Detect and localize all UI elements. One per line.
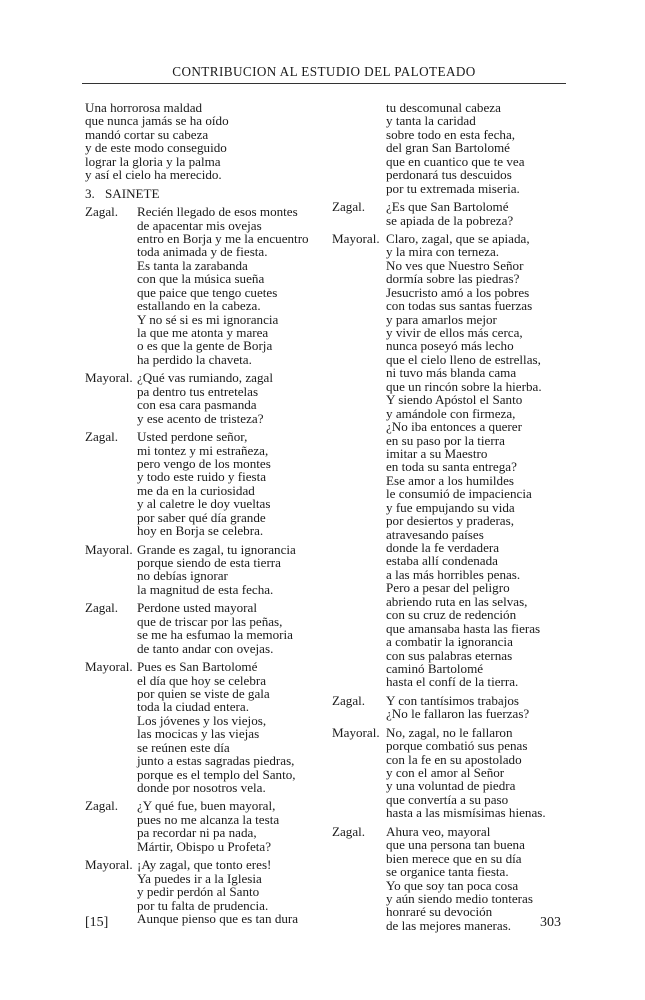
verse-line: y con el amor al Señor [386,765,505,780]
verse-line: donde por nosotros vela. [137,780,266,795]
verse-line: que nunca jamás se ha oído [85,113,229,129]
verse-line: que convertía a su paso [386,791,509,807]
verse-line: sobre todo en esta fecha, [386,126,516,142]
speech-block [85,205,330,366]
verse-line: ¿Y qué fue, buen mayoral, [137,798,276,814]
verse-line: dormía sobre las piedras? [386,271,520,287]
verse-line: Una horrorosa maldad [85,100,203,115]
verse-line: No ves que Nuestro Señor [386,257,524,273]
verse-line: bien merece que en su día [386,850,522,866]
verse-line: por tu extremada miseria. [386,180,520,196]
verse-line: no debías ignorar [137,568,228,584]
verse-line: honraré su devoción [386,904,493,920]
speech-block [332,694,582,721]
verse-line: por quien se viste de gala [137,685,270,701]
verse-line: mandó cortar su cabeza [85,126,209,142]
speaker-label: Mayoral. [85,370,133,386]
verse-line: me da en la curiosidad [137,482,255,498]
left-column [85,101,330,925]
speech-verses [137,543,330,597]
verse-line: a combatir la ignorancia [386,634,513,650]
verse-line: y vivir de ellos más cerca, [386,325,523,340]
verse-line: nunca poseyó más lecho [386,338,514,354]
verse-line: y fue empujando su vida [386,499,515,515]
speech-verses [137,371,330,425]
speech-block [85,430,330,538]
verse-line: y así el cielo ha merecido. [85,167,222,183]
verse-line: Perdone usted mayoral [137,600,257,616]
verse-line: entro en Borja y me la encuentro [137,230,309,246]
verse-line: que el cielo lleno de estrellas, [386,351,541,367]
verse-line: por saber qué día grande [137,509,266,525]
speech-verses [386,200,582,227]
verse-line: en su paso por la tierra [386,432,505,448]
speaker-label: Zagal. [332,823,366,839]
verse-line: ¡Ay zagal, que tonto eres! [137,857,272,873]
verse-line: Claro, zagal, que se apiada, [386,230,530,246]
verse-line: perdonará tus descuidos [386,167,512,183]
verse-line: Y con tantísimos trabajos [386,692,519,708]
verse-line: Pues es San Bartolomé [137,659,258,675]
verse-line: de apacentar mis ovejas [137,217,262,233]
speech-block [85,371,330,425]
verse-line: la que me atonta y marea [137,325,269,340]
verse-line: Los jóvenes y los viejos, [137,712,267,728]
speaker-label: Zagal. [85,429,119,445]
speaker-label: Zagal. [85,204,119,220]
verse-line: Y siendo Apóstol el Santo [386,392,523,408]
verse-line: atravesando países [386,526,484,542]
verse-line: o es que la gente de Borja [137,338,273,354]
continuation-verses [332,101,582,195]
verse-line: donde la fe verdadera [386,540,500,555]
verse-line: la magnitud de esta fecha. [137,581,274,597]
speech-block [85,858,330,925]
verse-line: No, zagal, no le fallaron [386,724,513,740]
verse-line: y al caletre le doy vueltas [137,496,271,512]
verse-line: el día que hoy se celebra [137,672,267,688]
verse-line: ni tuvo más blanda cama [386,365,517,381]
verse-line: toda la ciudad entera. [137,699,249,715]
running-header: CONTRIBUCION AL ESTUDIO DEL PALOTEADO [172,64,476,79]
verse-line: Yo que soy tan poca cosa [386,877,519,893]
dialogue [332,195,582,932]
verse-line: y para amarlos mejor [386,311,497,327]
right-column [332,101,582,932]
verse-line: Jesucristo amó a los pobres [386,284,530,300]
speech-verses [137,799,330,853]
verse-line: lograr la gloria y la palma [85,153,221,169]
verse-line: ¿Qué vas rumiando, zagal [137,370,273,386]
speaker-label: Zagal. [85,798,119,814]
verse-line: ha perdido la chaveta. [137,351,252,367]
verse-line: Ya puedes ir a la Iglesia [137,870,262,886]
verse-line: se reúnen este día [137,739,230,755]
verse-line: ¿Es que San Bartolomé [386,199,509,215]
speaker-label: Zagal. [85,600,119,616]
verse-line: con esa cara pasmanda [137,397,257,413]
speech-verses [386,232,582,689]
verse-line: con la fe en su apostolado [386,751,522,767]
speech-block [85,601,330,655]
verse-line: de las mejores maneras. [386,917,512,933]
section-title [85,187,330,200]
verse-line: del gran San Bartolomé [386,140,510,156]
verse-line: las mocicas y las viejas [137,726,260,742]
verse-line: que paice que tengo cuetes [137,284,278,300]
verse-line: mi tontez y mi estrañeza, [137,442,269,458]
verse-line: Aunque pienso que es tan dura [137,910,299,926]
speaker-label: Zagal. [332,199,366,215]
verse-line: estaba allí condenada [386,553,498,569]
verse-line: y una voluntad de piedra [386,778,516,794]
verse-line: Es tanta la zarabanda [137,257,248,273]
section-number: 3. [85,185,95,201]
speaker-label: Mayoral. [332,724,380,740]
verse-line: con sus palabras eternas [386,647,513,663]
verse-line: estallando en la cabeza. [137,298,261,314]
verse-line: y pedir perdón al Santo [137,884,260,900]
verse-line: Pero a pesar del peligro [386,580,510,596]
verse-line: Grande es zagal, tu ignorancia [137,541,296,557]
verse-line: pues no me alcanza la testa [137,811,280,827]
verse-line: y aún siendo medio tonteras [386,890,533,906]
verse-line: de tanto andar con ovejas. [137,640,274,656]
speech-block [85,799,330,853]
verse-line: pa recordar ni pa nada, [137,825,257,841]
verse-line: que una persona tan buena [386,837,525,853]
verse-line: hasta el confí de la tierra. [386,674,519,690]
speech-block [332,726,582,820]
speech-verses [386,726,582,820]
verse-line: y todo este ruido y fiesta [137,469,267,485]
verse-line: toda animada y de fiesta. [137,244,268,260]
verse-line: y la mira con terneza. [386,244,500,260]
verse-line: porque es el templo del Santo, [137,766,296,782]
verse-line: ¿No le fallaron las fuerzas? [386,706,530,722]
verse-line: pero vengo de los montes [137,455,271,471]
verse-line: caminó Bartolomé [386,660,484,676]
verse-line: por tu falta de prudencia. [137,897,269,913]
verse-line: con su cruz de redención [386,607,517,623]
speech-verses [137,430,330,538]
verse-line: que de triscar por las peñas, [137,613,283,629]
verse-line: que un rincón sobre la hierba. [386,378,542,394]
page-number: 303 [540,915,561,930]
speech-block [85,660,330,794]
verse-line: en toda su santa entrega? [386,459,517,475]
verse-line: le consumió de impaciencia [386,486,532,502]
speech-verses [386,694,582,721]
verse-line: se me ha esfumao la memoria [137,627,293,643]
verse-line: abriendo ruta en las selvas, [386,593,528,609]
verse-line: a las más horribles penas. [386,566,521,582]
verse-line: que amansaba hasta las fieras [386,620,541,636]
verse-line: Usted perdone señor, [137,429,248,445]
speech-block [85,543,330,597]
verse-line: con todas sus santas fuerzas [386,298,533,314]
speech-block [332,200,582,227]
verse-line: Ahura veo, mayoral [386,823,491,839]
verse-line: se apiada de la pobreza? [386,212,514,228]
speech-verses [137,858,330,925]
verse-line: y amándole con firmeza, [386,405,516,421]
speaker-label: Mayoral. [85,541,133,557]
verse-line: que en cuantico que te vea [386,153,525,169]
speech-verses [137,601,330,655]
section-title-text: SAINETE [105,185,160,201]
speaker-label: Mayoral. [85,857,133,873]
speaker-label: Zagal. [332,692,366,708]
speaker-label: Mayoral. [332,230,380,246]
verse-line: pa dentro tus entretelas [137,383,259,399]
verse-line: hasta a las mismísimas hienas. [386,805,546,821]
speaker-label: Mayoral. [85,659,133,675]
verse-line: Mártir, Obispo u Profeta? [137,838,272,854]
verse-line: ¿No iba entonces a querer [386,419,522,435]
verse-line: hoy en Borja se celebra. [137,523,264,539]
verse-line: porque siendo de esta tierra [137,555,281,570]
intro-verses [85,101,330,182]
verse-line: Recién llegado de esos montes [137,204,298,220]
verse-line: junto a estas sagradas piedras, [137,753,295,769]
header-rule [82,83,566,84]
verse-line: y tanta la caridad [386,113,476,129]
verse-line: Ese amor a los humildes [386,472,515,488]
dialogue [85,200,330,925]
verse-line: imitar a su Maestro [386,445,488,461]
verse-line: y de este modo conseguido [85,140,227,156]
verse-line: por desiertos y praderas, [386,513,514,529]
verse-line: se organice tanta fiesta. [386,864,509,880]
verse-line: y ese acento de tristeza? [137,410,264,426]
verse-line: Y no sé si es mi ignorancia [137,311,279,327]
speech-verses [137,205,330,366]
speech-block [332,232,582,689]
section-marker: [15] [85,915,109,930]
verse-line: con que la música sueña [137,271,265,287]
verse-line: porque combatió sus penas [386,738,528,754]
verse-line: tu descomunal cabeza [386,100,501,115]
speech-verses [137,660,330,794]
